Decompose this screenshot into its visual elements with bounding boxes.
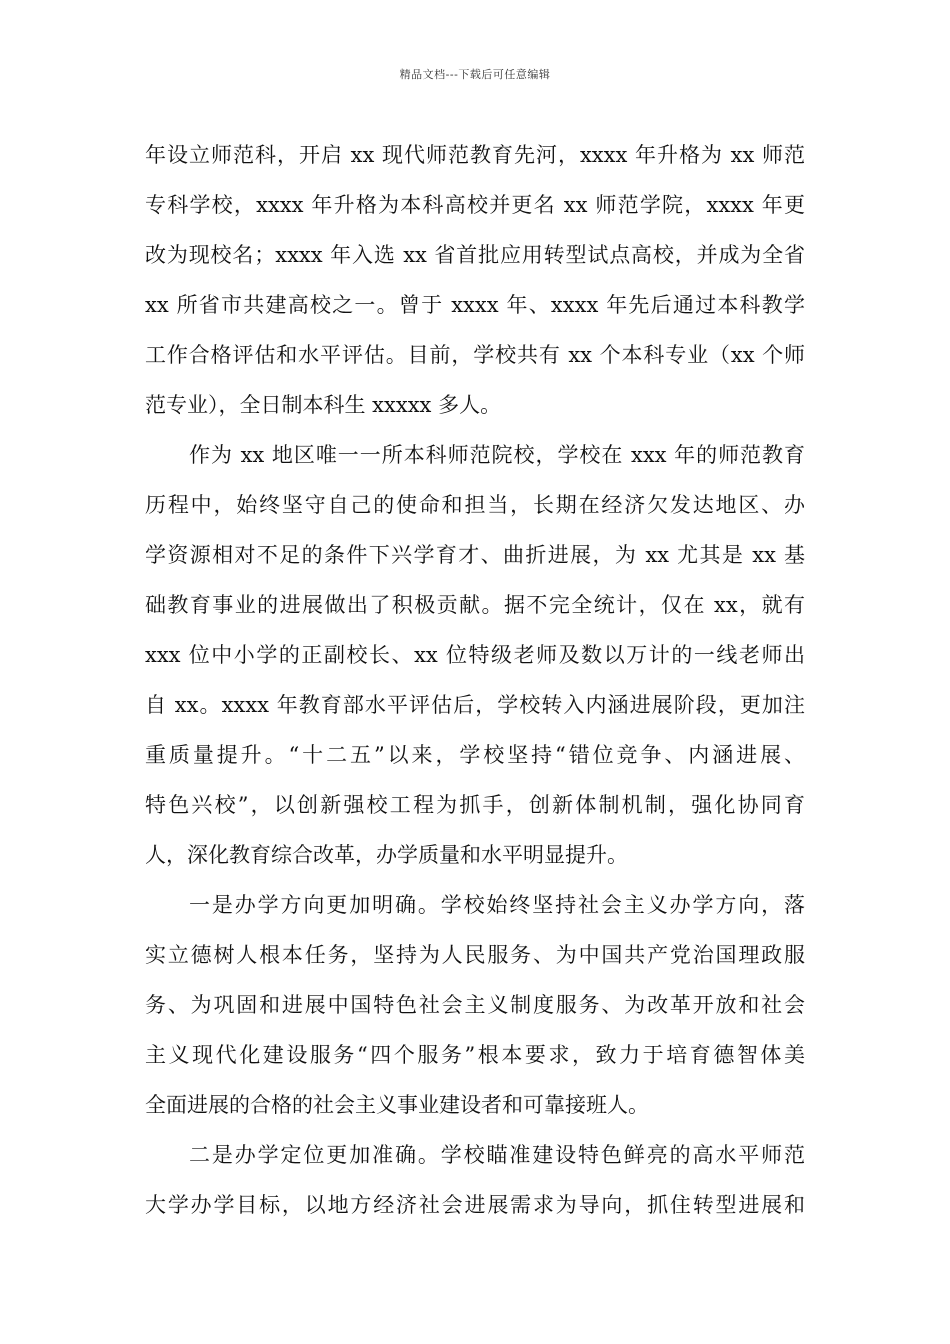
text-line: 历程中，始终坚守自己的使命和担当，长期在经济欠发达地区、办 — [145, 493, 805, 517]
text-line: 主义现代化建设服务“四个服务”根本要求，致力于培育德智体美 — [145, 1043, 805, 1067]
text-line: 务、为巩固和进展中国特色社会主义制度服务、为改革开放和社会 — [145, 993, 805, 1017]
text-line: 大学办学目标，以地方经济社会进展需求为导向，抓住转型进展和 — [145, 1193, 805, 1217]
text-line: 人，深化教育综合改革，办学质量和水平明显提升。 — [145, 843, 628, 867]
text-line: 范专业），全日制本科生 xxxxx 多人。 — [145, 393, 502, 417]
text-line: 学资源相对不足的条件下兴学育才、曲折进展，为 xx 尤其是 xx 基 — [145, 543, 805, 567]
text-line: 年设立师范科，开启 xx 现代师范教育先河，xxxx 年升格为 xx 师范 — [145, 143, 805, 167]
text-line: 实立德树人根本任务，坚持为人民服务、为中国共产党治国理政服 — [145, 943, 805, 967]
paragraph-start-line: 二是办学定位更加准确。学校瞄准建设特色鲜亮的高水平师范 — [189, 1143, 805, 1167]
page-header: 精品文档---下载后可任意编辑 — [399, 68, 551, 81]
document-body — [145, 130, 805, 1230]
text-line: 自 xx。xxxx 年教育部水平评估后，学校转入内涵进展阶段，更加注 — [145, 693, 805, 717]
text-line: 础教育事业的进展做出了积极贡献。据不完全统计，仅在 xx，就有 — [145, 593, 805, 617]
paragraph-start-line: 一是办学方向更加明确。学校始终坚持社会主义办学方向，落 — [189, 893, 805, 917]
text-line: 改为现校名；xxxx 年入选 xx 省首批应用转型试点高校，并成为全省 — [145, 243, 805, 267]
text-line: xx 所省市共建高校之一。曾于 xxxx 年、xxxx 年先后通过本科教学 — [145, 293, 805, 317]
text-line: 全面进展的合格的社会主义事业建设者和可靠接班人。 — [145, 1093, 649, 1117]
text-line: 特色兴校”，以创新强校工程为抓手，创新体制机制，强化协同育 — [145, 793, 805, 817]
paragraph-start-line: 作为 xx 地区唯一一所本科师范院校，学校在 xxx 年的师范教育 — [189, 443, 805, 467]
text-line: xxx 位中小学的正副校长、xx 位特级老师及数以万计的一线老师出 — [145, 643, 805, 667]
text-line: 重质量提升。“十二五”以来，学校坚持“错位竞争、内涵进展、 — [145, 743, 805, 767]
text-line: 专科学校，xxxx 年升格为本科高校并更名 xx 师范学院，xxxx 年更 — [145, 193, 805, 217]
text-line: 工作合格评估和水平评估。目前，学校共有 xx 个本科专业（xx 个师 — [145, 343, 805, 367]
